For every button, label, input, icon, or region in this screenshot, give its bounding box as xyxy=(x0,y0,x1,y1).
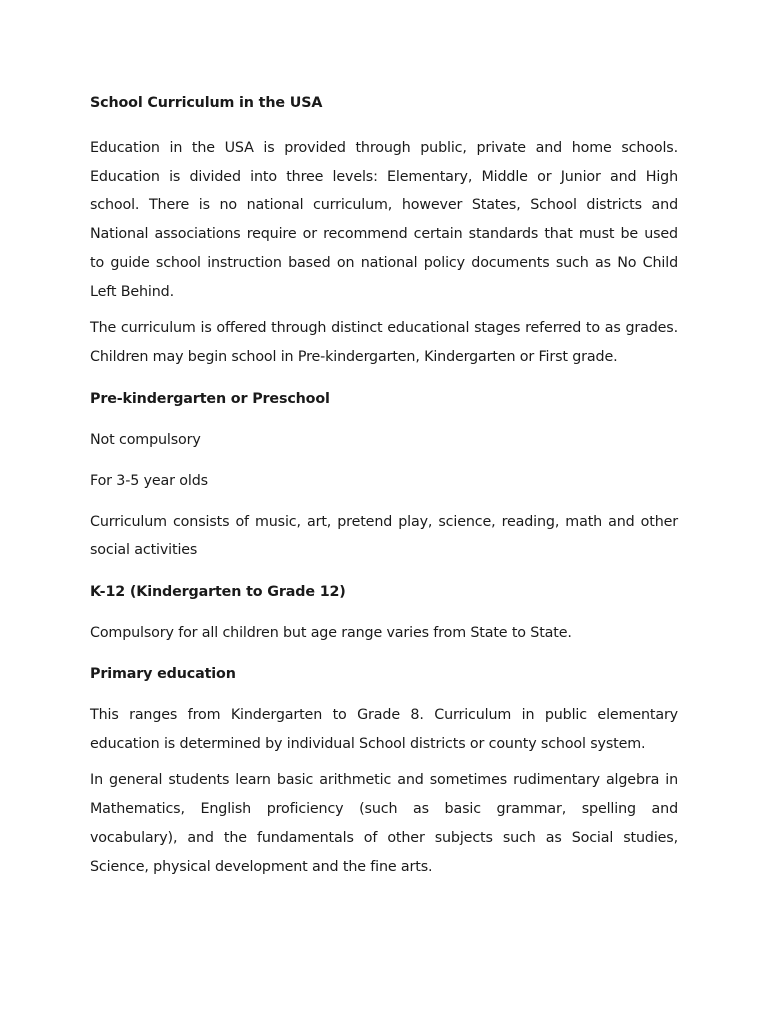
intro-paragraph-1: Education in the USA is provided through public, private and home schools. Education is divided into three levels: Elementary, Middle or Junior and High school. There is no national curriculum, however States, School districts and National associations require or recommend certain standards that must be used to guide school instruction based on national policy documents such as No Child Left Behind. xyxy=(90,140,678,300)
document-page xyxy=(90,94,678,894)
intro-paragraph-2: The curriculum is offered through distinct educational stages referred to as grades. Children may begin school in Pre-kindergarten, Kindergarten or First grade. xyxy=(90,320,678,365)
prek-line-compulsory: Not compulsory xyxy=(90,431,201,448)
k12-line-compulsory: Compulsory for all children but age range varies from State to State. xyxy=(90,625,572,642)
primary-paragraph-2: In general students learn basic arithmetic and sometimes rudimentary algebra in Mathematics, English proficiency (such as basic grammar, spelling and vocabulary), and the fundamentals of other subjects such as Social studies, Science, physical development and the fine arts. xyxy=(90,772,678,875)
prek-line-ages: For 3-5 year olds xyxy=(90,472,208,489)
primary-paragraph-1: This ranges from Kindergarten to Grade 8. Curriculum in public elementary education is determined by individual School districts or county school system. xyxy=(90,707,678,752)
k12-heading: K-12 (Kindergarten to Grade 12) xyxy=(90,584,346,601)
document-title: School Curriculum in the USA xyxy=(90,95,323,111)
prek-heading: Pre-kindergarten or Preschool xyxy=(90,390,330,407)
primary-heading: Primary education xyxy=(90,666,236,683)
prek-curriculum-paragraph: Curriculum consists of music, art, pretend play, science, reading, math and other social activities xyxy=(90,513,678,559)
